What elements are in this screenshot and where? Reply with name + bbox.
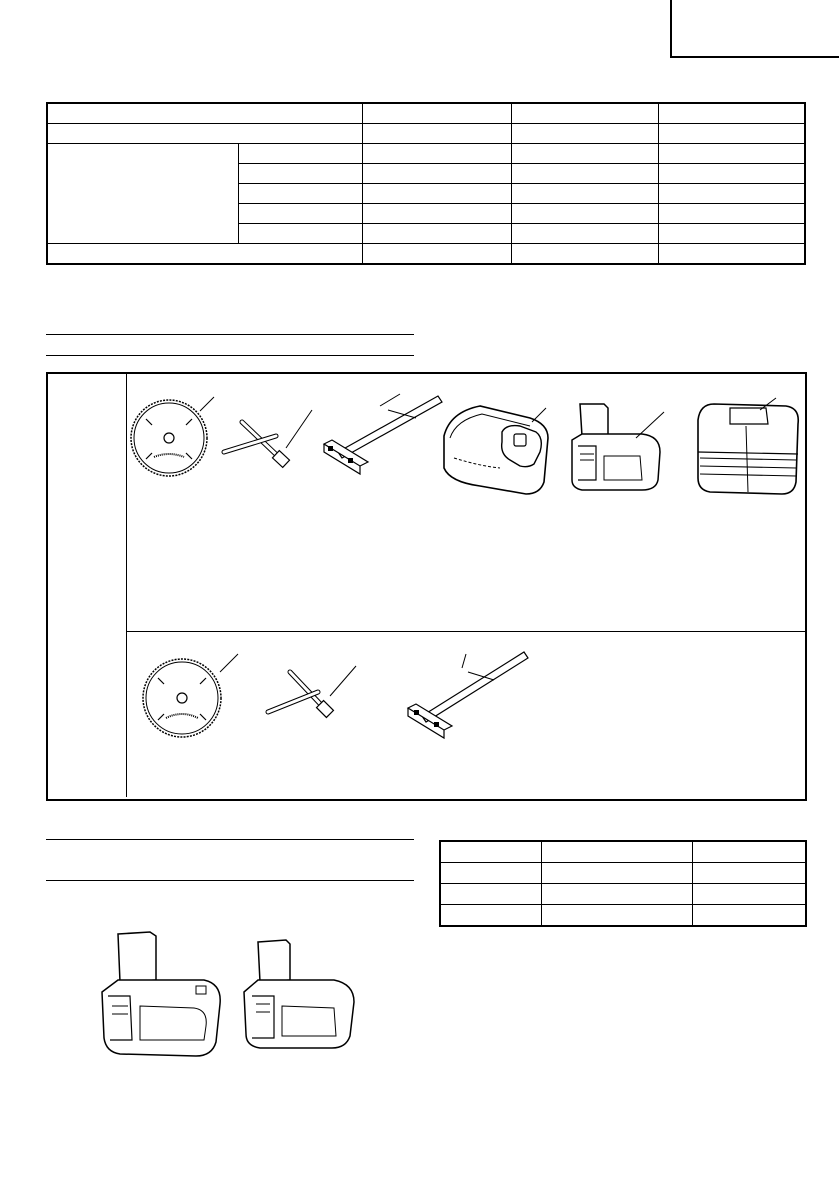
table-row <box>440 905 806 927</box>
guide-ruler-icon <box>404 650 534 742</box>
table-cell <box>363 103 512 124</box>
table-cell <box>363 184 512 204</box>
language-tab <box>670 0 839 58</box>
table-cell <box>239 164 363 184</box>
table-cell <box>47 244 363 265</box>
table-cell <box>659 224 806 244</box>
table-cell <box>239 184 363 204</box>
table-cell <box>47 124 363 144</box>
table-row <box>440 863 806 884</box>
table-cell <box>363 144 512 164</box>
table-cell <box>440 884 542 905</box>
table-cell <box>512 144 659 164</box>
table-cell <box>512 184 659 204</box>
battery-heading-rule-bottom <box>46 880 414 881</box>
table-row <box>440 841 806 863</box>
battery-charger-icon <box>440 398 555 498</box>
table-cell <box>363 224 512 244</box>
table-row <box>47 144 805 164</box>
battery-pack-icon <box>568 400 668 495</box>
table-cell <box>512 204 659 224</box>
table-cell <box>440 905 542 927</box>
table-cell <box>512 124 659 144</box>
table-cell <box>542 884 693 905</box>
saw-blade-icon <box>142 652 242 747</box>
table-cell <box>693 863 807 884</box>
table-group-cell <box>47 144 239 244</box>
table-cell <box>693 905 807 927</box>
table-cell <box>440 841 542 863</box>
saw-blade-icon <box>128 395 218 485</box>
battery-slim-icon <box>242 938 362 1053</box>
table-cell <box>542 905 693 927</box>
battery-table <box>439 840 807 927</box>
table-cell <box>363 124 512 144</box>
specifications-table <box>46 102 806 265</box>
table-cell <box>693 884 807 905</box>
accessories-heading <box>46 336 414 354</box>
table-cell <box>363 164 512 184</box>
table-cell <box>542 841 693 863</box>
box-wrench-icon <box>220 408 315 480</box>
table-cell <box>659 184 806 204</box>
table-cell <box>239 204 363 224</box>
table-cell <box>239 224 363 244</box>
table-cell <box>542 863 693 884</box>
table-cell <box>440 863 542 884</box>
table-cell <box>363 244 512 265</box>
table-cell <box>659 103 806 124</box>
optional-batteries-heading <box>46 842 414 876</box>
table-row <box>47 244 805 265</box>
table-cell <box>512 244 659 265</box>
table-row <box>47 103 805 124</box>
table-cell <box>239 144 363 164</box>
guide-ruler-icon <box>320 392 445 477</box>
table-cell <box>659 144 806 164</box>
accessories-row-divider <box>126 631 805 632</box>
table-row <box>440 884 806 905</box>
box-wrench-icon <box>262 662 362 722</box>
table-cell <box>512 103 659 124</box>
table-cell <box>659 244 806 265</box>
heading-rule-bottom <box>46 355 414 356</box>
table-cell <box>363 204 512 224</box>
table-cell <box>512 224 659 244</box>
table-cell <box>659 164 806 184</box>
carrying-case-icon <box>690 396 805 501</box>
table-cell <box>659 124 806 144</box>
battery-large-icon <box>100 930 230 1060</box>
table-cell <box>47 103 363 124</box>
table-cell <box>659 204 806 224</box>
heading-rule-top <box>46 334 414 335</box>
accessories-column-divider <box>126 374 127 797</box>
battery-heading-rule-top <box>46 839 414 840</box>
table-cell <box>693 841 807 863</box>
table-cell <box>512 164 659 184</box>
table-row <box>47 124 805 144</box>
